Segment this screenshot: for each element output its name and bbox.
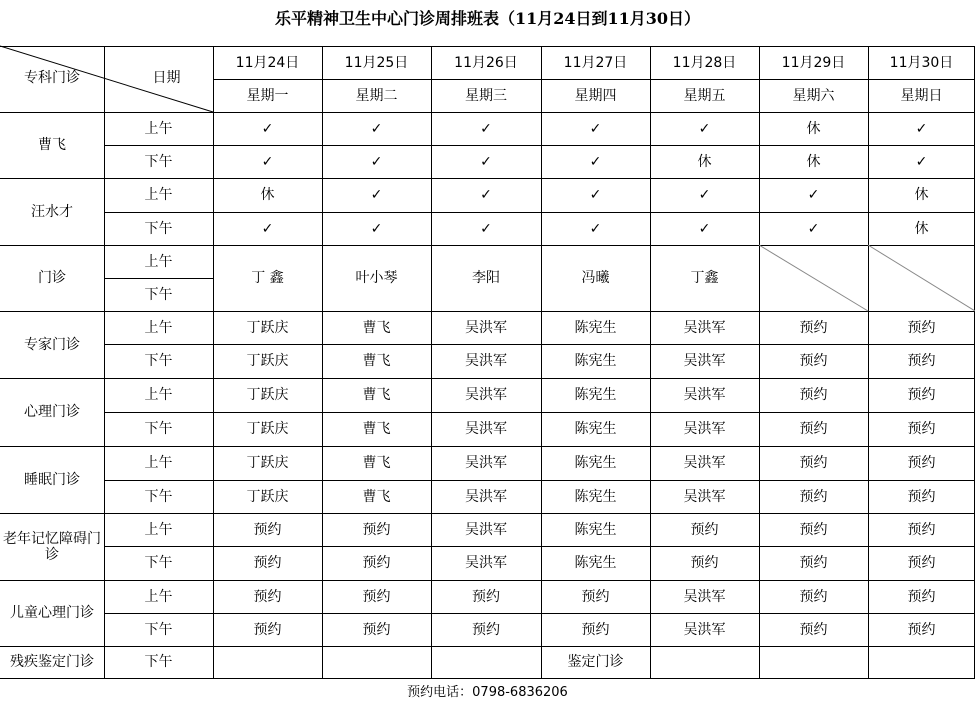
schedule-cell: 预约 [253,588,282,605]
schedule-cell: 预约 [907,588,936,605]
section-name: 儿童心理门诊 [10,605,94,621]
schedule-cell: 预约 [799,488,828,505]
date-header: 11月30日 [889,54,954,71]
section-name: 汪水才 [31,203,73,220]
schedule-cell: 吴洪军 [465,387,507,403]
schedule-cell: ✓ [589,187,602,203]
schedule-cell: 预约 [799,387,828,403]
booking-phone: 预约电话：0798-6836206 [407,685,568,700]
schedule-cell: ✓ [370,120,383,137]
schedule-cell: 预约 [907,621,936,638]
schedule-cell: ✓ [370,153,383,170]
schedule-cell: 吴洪军 [465,353,507,369]
empty-cell-diagonal [868,245,975,311]
schedule-cell: ✓ [807,220,820,237]
period-label: 上午 [144,319,173,336]
schedule-cell: 预约 [362,521,391,538]
section-name: 心理门诊 [24,404,80,420]
section-name: 专家门诊 [24,336,80,353]
schedule-cell: 预约 [907,421,936,437]
schedule-cell: 曹飞 [362,488,391,505]
schedule-cell: 预约 [799,555,828,571]
period-label: 上午 [144,521,173,538]
schedule-cell: 陈宪生 [574,319,617,336]
schedule-cell: 预约 [690,521,719,538]
schedule-cell: 陈宪生 [574,421,617,437]
schedule-cell: 预约 [362,588,391,605]
schedule-cell: 预约 [799,421,828,437]
schedule-cell: 休 [697,153,712,170]
schedule-cell: 预约 [581,588,610,605]
schedule-cell: 吴洪军 [683,421,726,437]
weekday-header: 星期二 [355,87,398,104]
schedule-cell: ✓ [480,153,492,170]
schedule-cell: 吴洪军 [465,488,507,505]
schedule-cell: 丁跃庆 [246,319,289,336]
period-label: 下午 [144,153,173,170]
period-label: 下午 [144,353,173,369]
date-header: 11月29日 [781,54,846,71]
schedule-cell: 吴洪军 [465,521,507,538]
schedule-cell: 预约 [362,555,391,571]
schedule-cell: ✓ [698,220,711,237]
schedule-cell: 休 [914,187,929,203]
clinic-doctor: 李阳 [472,270,500,286]
schedule-cell: 预约 [907,353,936,369]
schedule-cell: 丁跃庆 [246,421,289,437]
schedule-cell: 预约 [799,455,828,471]
schedule-cell: ✓ [698,187,711,203]
period-label: 下午 [144,220,173,237]
clinic-doctor: 叶小琴 [355,270,398,286]
schedule-cell: 丁跃庆 [246,488,289,505]
schedule-cell: 预约 [799,319,828,336]
schedule-cell: 预约 [362,621,391,638]
header-corner-diagonal [0,46,213,112]
schedule-cell: ✓ [261,120,274,137]
schedule-cell: 预约 [907,555,936,571]
period-label: 下午 [144,488,173,505]
schedule-cell: 预约 [253,621,282,638]
empty-cell-diagonal [759,245,868,311]
schedule-cell: 曹飞 [362,319,391,336]
schedule-cell: 预约 [472,621,500,638]
weekday-header: 星期日 [900,87,943,104]
schedule-cell: 休 [806,120,821,137]
schedule-cell: 丁跃庆 [246,353,289,369]
schedule-cell: 吴洪军 [683,353,726,369]
schedule-cell: ✓ [915,153,928,170]
period-label: 下午 [144,621,173,638]
schedule-cell: 吴洪军 [683,455,726,471]
schedule-cell: 吴洪军 [683,488,726,505]
schedule-cell: 鉴定门诊 [567,654,624,670]
schedule-cell: 吴洪军 [465,421,507,437]
section-name: 老年记忆障碍门诊 [3,530,101,563]
schedule-cell: ✓ [807,187,820,203]
schedule-cell: 预约 [799,621,828,638]
schedule-cell: 预约 [690,555,719,571]
schedule-cell: 预约 [907,521,936,538]
period-label: 上午 [144,588,173,605]
schedule-cell: 预约 [799,588,828,605]
weekday-header: 星期四 [574,87,617,104]
period-label: 上午 [144,253,173,270]
schedule-cell: ✓ [480,220,492,237]
weekday-header: 星期五 [683,87,726,104]
schedule-cell: 曹飞 [362,387,391,403]
schedule-cell: ✓ [261,153,274,170]
header-corner-date: 日期 [152,70,181,86]
schedule-cell: 吴洪军 [465,455,507,471]
schedule-cell: 吴洪军 [465,319,507,336]
section-name: 曹飞 [38,137,66,153]
schedule-cell: 吴洪军 [683,588,726,605]
schedule-cell: 陈宪生 [574,455,617,471]
schedule-cell: 休 [806,153,821,170]
schedule-cell: 吴洪军 [465,555,507,571]
schedule-cell: ✓ [480,120,492,137]
section-name: 睡眠门诊 [24,471,80,488]
schedule-cell: 吴洪军 [683,621,726,638]
schedule-cell: 曹飞 [362,421,391,437]
date-header: 11月25日 [344,54,409,71]
period-label: 上午 [144,387,173,403]
period-label: 上午 [144,187,173,203]
schedule-cell: 预约 [799,521,828,538]
schedule-cell: 丁跃庆 [246,387,289,403]
weekday-header: 星期三 [465,87,507,104]
clinic-doctor: 丁 鑫 [251,270,284,286]
schedule-cell: 丁跃庆 [246,455,289,471]
schedule-cell: 陈宪生 [574,488,617,505]
schedule-cell: 曹飞 [362,353,391,369]
schedule-cell: ✓ [915,120,928,137]
schedule-cell: ✓ [589,220,602,237]
schedule-cell: 陈宪生 [574,555,617,571]
weekday-header: 星期一 [246,87,289,104]
schedule-cell: 休 [260,187,275,203]
schedule-cell: ✓ [370,187,383,203]
schedule-cell: ✓ [370,220,383,237]
schedule-cell: 预约 [253,521,282,538]
period-label: 下午 [144,421,173,437]
schedule-cell: 预约 [581,621,610,638]
date-header: 11月24日 [235,54,300,71]
period-label: 下午 [144,654,173,670]
section-name: 残疾鉴定门诊 [10,654,94,670]
schedule-cell: 吴洪军 [683,319,726,336]
schedule-cell: 预约 [472,588,500,605]
schedule-cell: 陈宪生 [574,353,617,369]
schedule-cell: 休 [914,220,929,237]
date-header: 11月26日 [454,54,518,71]
period-label: 上午 [144,120,173,137]
section-name: 门诊 [38,270,66,286]
schedule-cell: 预约 [907,387,936,403]
period-label: 上午 [144,455,173,471]
schedule-cell: 陈宪生 [574,521,617,538]
period-label: 下午 [144,555,173,571]
schedule-cell: ✓ [261,220,274,237]
header-corner-specialty: 专科门诊 [24,70,80,86]
schedule-cell: ✓ [698,120,711,137]
weekday-header: 星期六 [792,87,835,104]
clinic-doctor: 丁鑫 [690,270,719,286]
clinic-doctor: 冯曦 [581,270,610,286]
schedule-cell: 预约 [907,455,936,471]
schedule-cell: 吴洪军 [683,387,726,403]
schedule-cell: ✓ [480,187,492,203]
page-title: 乐平精神卫生中心门诊周排班表（11月24日到11月30日） [274,9,701,28]
schedule-cell: 预约 [253,555,282,571]
schedule-cell: 曹飞 [362,455,391,471]
schedule-cell: ✓ [589,120,602,137]
schedule-cell: 陈宪生 [574,387,617,403]
schedule-cell: 预约 [907,488,936,505]
date-header: 11月27日 [563,54,628,71]
schedule-cell: 预约 [907,319,936,336]
date-header: 11月28日 [672,54,737,71]
schedule-cell: 预约 [799,353,828,369]
schedule-cell: ✓ [589,153,602,170]
period-label: 下午 [144,286,173,303]
